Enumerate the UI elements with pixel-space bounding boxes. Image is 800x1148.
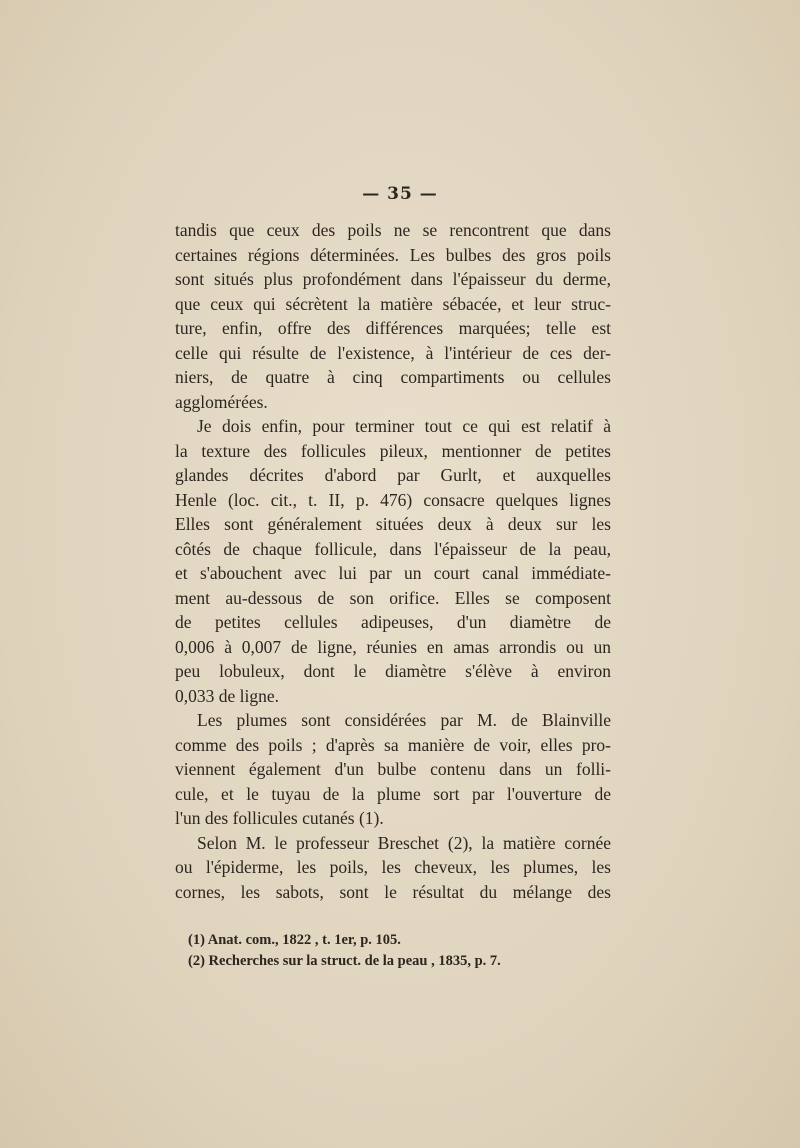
text-line: peu lobuleux, dont le diamètre s'élève à environ [175,661,611,681]
text-line: viennent également d'un bulbe contenu dans un folli- [175,759,611,779]
paragraph-start-line: Je dois enfin, pour terminer tout ce qui est relatif à [197,416,611,436]
text-line: 0,006 à 0,007 de ligne, réunies en amas arrondis ou un [175,636,611,657]
text-line: niers, de quatre à cinq compartiments ou cellules [175,367,611,387]
text-line: et s'abouchent avec lui par un court canal immédiate- [175,563,611,583]
text-line: cule, et le tuyau de la plume sort par l'ouverture de [175,783,611,804]
text-line: de petites cellules adipeuses, d'un diamètre de [175,612,611,632]
footnote-1: (1) Anat. com., 1822 , t. 1er, p. 105. [188,932,401,948]
footnotes [188,930,608,972]
text-line: que ceux qui sécrètent la matière sébacée, et leur struc- [175,293,611,314]
paragraph-start-line: Selon M. le professeur Breschet (2), la matière cornée [197,832,611,853]
text-line: ture, enfin, offre des différences marquées; telle est [175,318,611,338]
text-line: ment au-dessous de son orifice. Elles se composent [175,587,611,608]
text-line: comme des poils ; d'après sa manière de voir, elles pro- [175,734,611,755]
page-number: — 35 — [362,184,438,204]
text-line: Henle (loc. cit., t. II, p. 476) consacre quelques lignes [175,489,611,510]
text-line: Elles sont généralement situées deux à deux sur les [175,514,611,534]
text-line: l'un des follicules cutanés (1). [175,808,384,828]
text-line: la texture des follicules pileux, mentionner de petites [175,440,611,461]
text-line: côtés de chaque follicule, dans l'épaisseur de la peau, [175,538,611,559]
footnote-2: (2) Recherches sur la struct. de la peau , 1835, p. 7. [188,953,501,969]
text-line: cornes, les sabots, sont le résultat du mélange des [175,881,611,902]
text-line: ou l'épiderme, les poils, les cheveux, les plumes, les [175,857,611,877]
text-line: glandes décrites d'abord par Gurlt, et auxquelles [175,465,611,485]
text-line: agglomérées. [175,391,268,412]
text-line: sont situés plus profondément dans l'épaisseur du derme, [175,269,611,289]
paragraph-start-line: Les plumes sont considérées par M. de Blainville [197,710,611,730]
body-text [175,218,611,904]
text-line: tandis que ceux des poils ne se rencontrent que dans [175,220,611,240]
text-line: 0,033 de ligne. [175,685,280,706]
text-line: celle qui résulte de l'existence, à l'intérieur de ces der- [175,342,611,363]
text-line: certaines régions déterminées. Les bulbes des gros poils [175,244,611,265]
